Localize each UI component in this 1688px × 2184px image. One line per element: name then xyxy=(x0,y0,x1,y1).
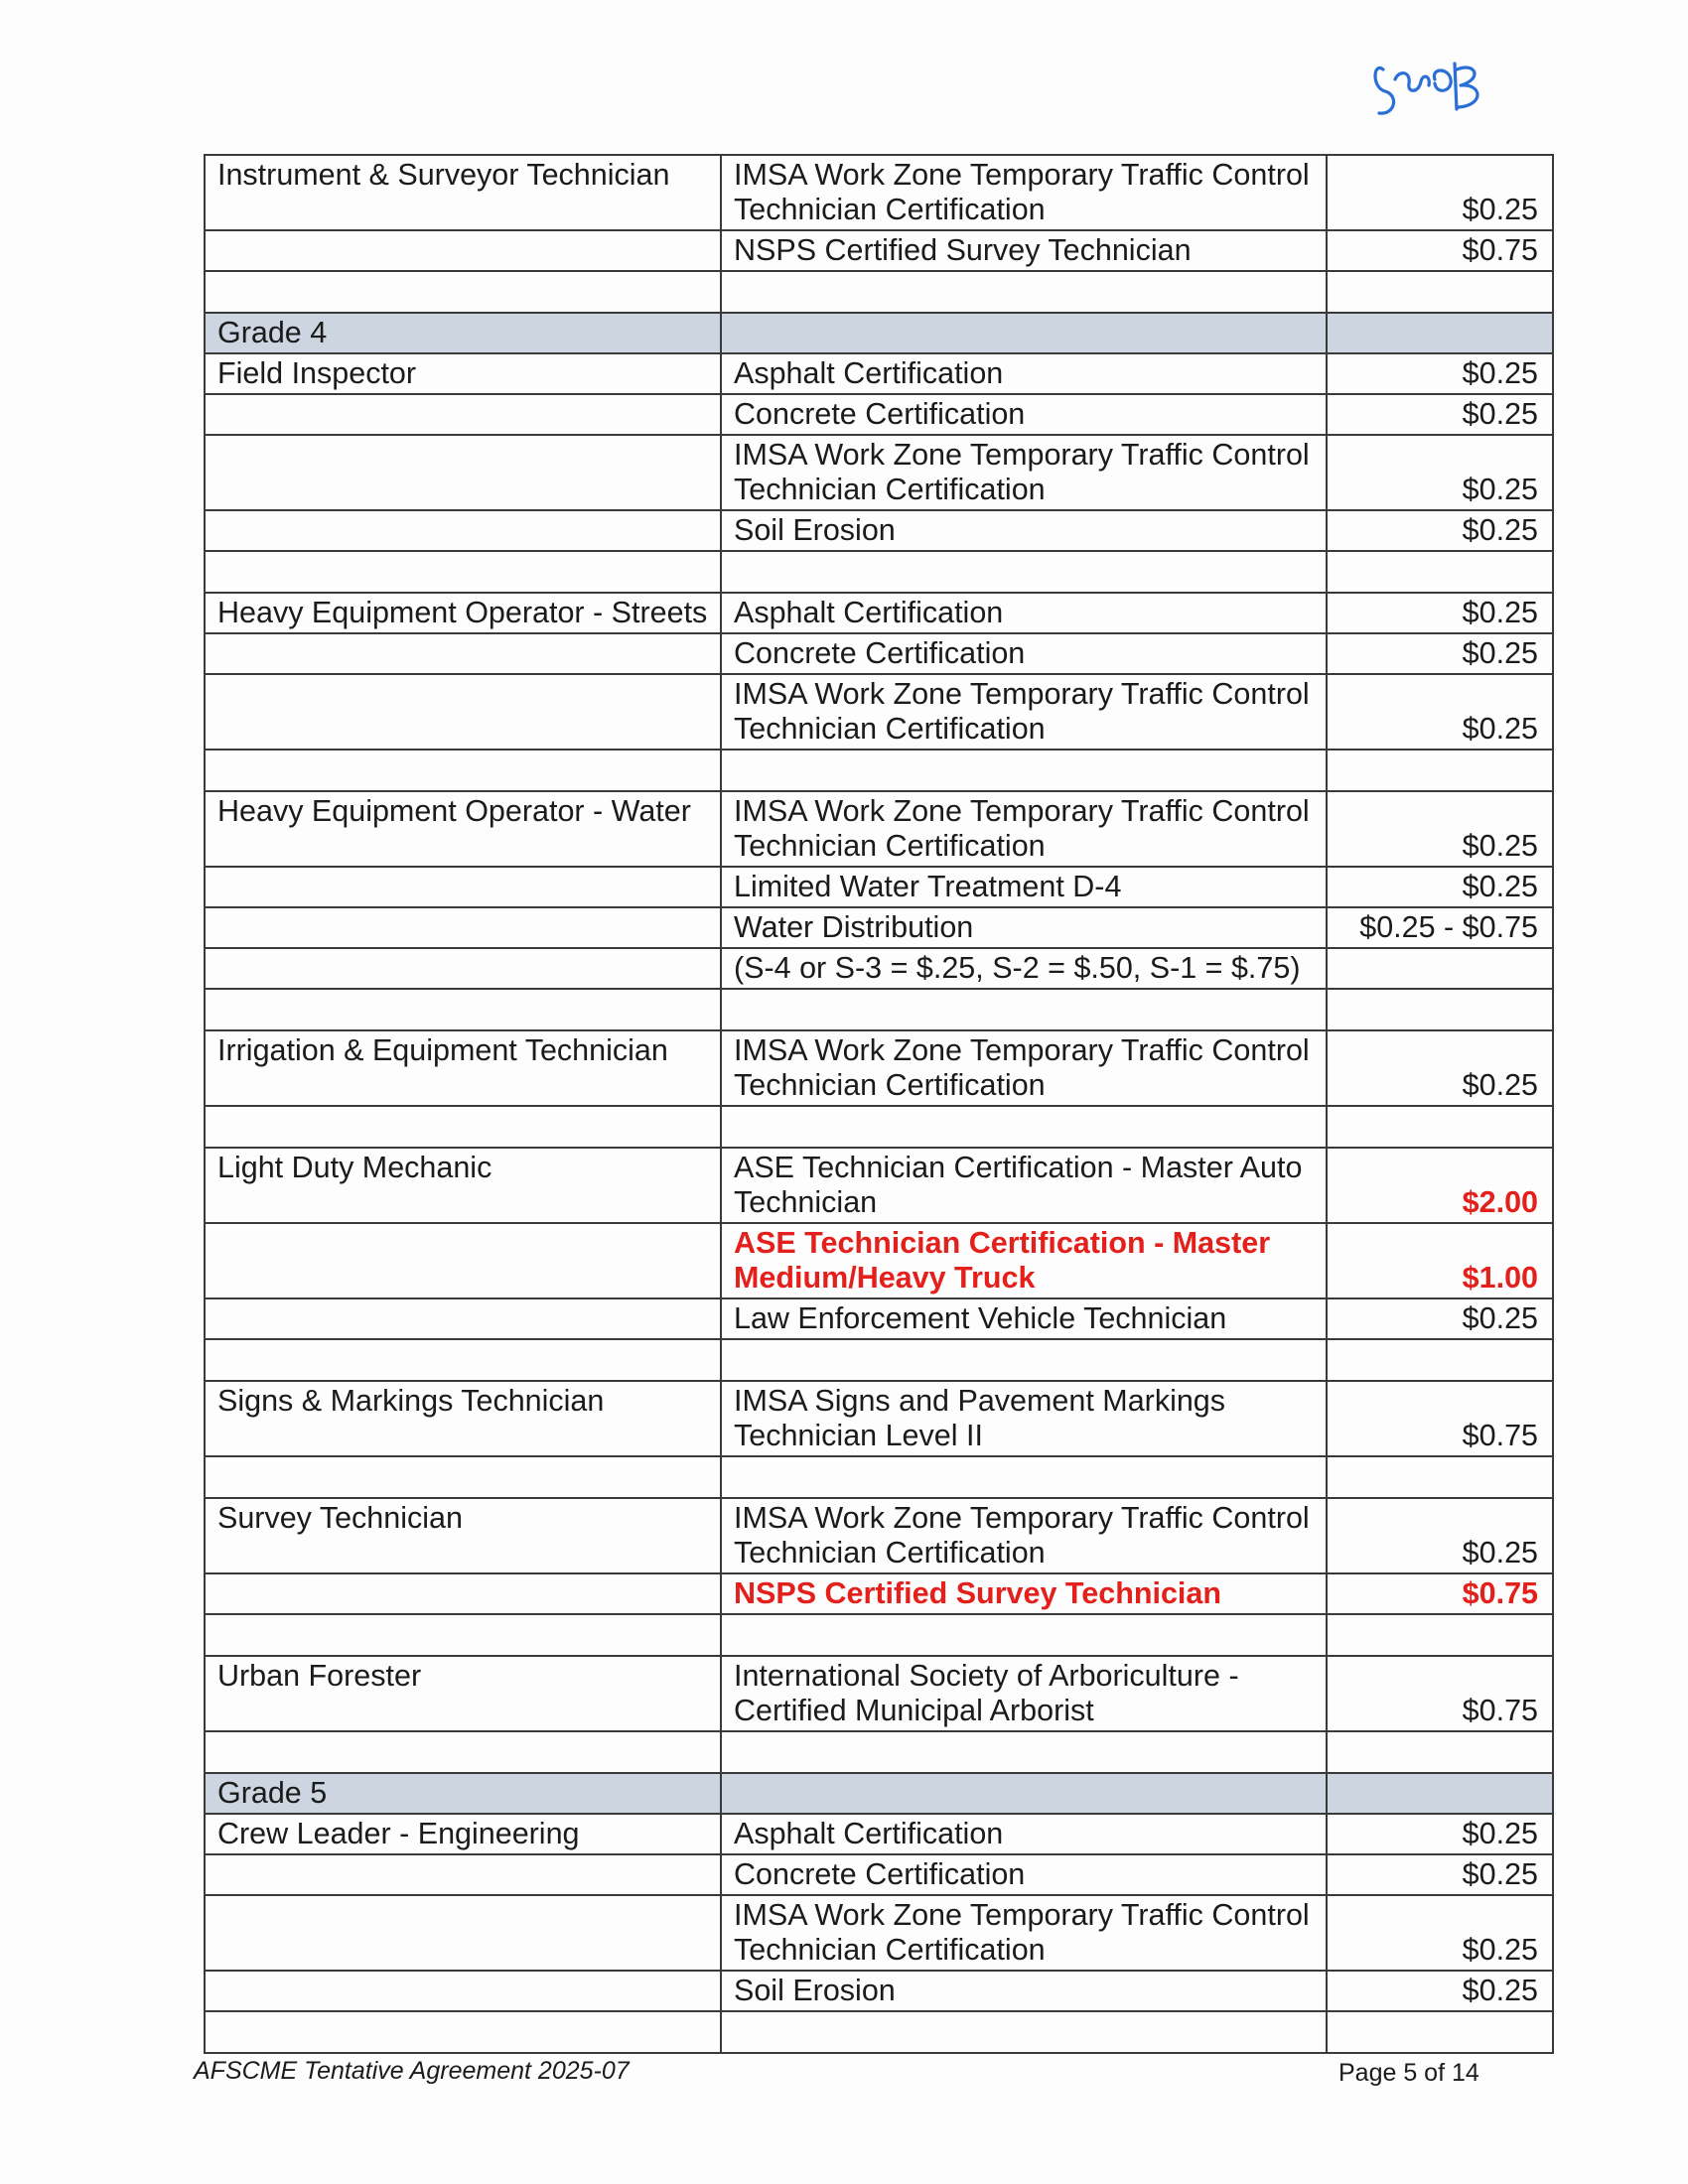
grade-band-cell xyxy=(721,313,1327,353)
pay-amount-cell xyxy=(1327,1456,1553,1498)
job-title-cell xyxy=(205,1971,721,2011)
certification-cell: (S-4 or S-3 = $.25, S-2 = $.50, S-1 = $.75) xyxy=(721,948,1327,989)
grade-label: Grade 4 xyxy=(205,313,721,353)
job-title-cell: Field Inspector xyxy=(205,353,721,394)
pay-amount-cell: $0.75 xyxy=(1327,230,1553,271)
pay-amount-cell: $0.25 xyxy=(1327,435,1553,510)
certification-cell: Limited Water Treatment D-4 xyxy=(721,867,1327,907)
job-title-cell: Light Duty Mechanic xyxy=(205,1148,721,1223)
grade-header-row xyxy=(205,1773,1553,1814)
pay-amount-cell: $0.25 xyxy=(1327,867,1553,907)
certification-cell: ASE Technician Certification - Master Medium/Heavy Truck xyxy=(721,1223,1327,1298)
job-title-cell: Irrigation & Equipment Technician xyxy=(205,1030,721,1106)
certification-cell: IMSA Work Zone Temporary Traffic Control Technician Certification xyxy=(721,435,1327,510)
job-title-cell xyxy=(205,2011,721,2053)
table-row xyxy=(205,633,1553,674)
pay-amount-cell: $0.25 xyxy=(1327,155,1553,230)
job-title-cell xyxy=(205,1731,721,1773)
pay-amount-cell: $0.25 xyxy=(1327,593,1553,633)
table-row xyxy=(205,674,1553,750)
certification-cell xyxy=(721,1731,1327,1773)
certification-cell: Soil Erosion xyxy=(721,1971,1327,2011)
table-row xyxy=(205,1498,1553,1573)
job-title-cell xyxy=(205,1339,721,1381)
job-title-cell: Heavy Equipment Operator - Streets xyxy=(205,593,721,633)
certification-cell: IMSA Work Zone Temporary Traffic Control Technician Certification xyxy=(721,155,1327,230)
table-row xyxy=(205,1656,1553,1731)
job-title-cell xyxy=(205,1573,721,1614)
grade-band-cell xyxy=(1327,1773,1553,1814)
job-title-cell xyxy=(205,989,721,1030)
pay-amount-cell: $1.00 xyxy=(1327,1223,1553,1298)
pay-amount-cell: $0.25 xyxy=(1327,1498,1553,1573)
table-row xyxy=(205,948,1553,989)
pay-amount-cell: $0.25 xyxy=(1327,1895,1553,1971)
table-row xyxy=(205,1854,1553,1895)
table-row xyxy=(205,155,1553,230)
pay-amount-cell: $0.25 xyxy=(1327,1971,1553,2011)
spacer-row xyxy=(205,1339,1553,1381)
job-title-cell xyxy=(205,867,721,907)
pay-amount-cell: $0.25 xyxy=(1327,394,1553,435)
job-title-cell: Urban Forester xyxy=(205,1656,721,1731)
pay-amount-cell: $0.25 xyxy=(1327,791,1553,867)
pay-amount-cell xyxy=(1327,1731,1553,1773)
job-title-cell: Signs & Markings Technician xyxy=(205,1381,721,1456)
table-row xyxy=(205,1971,1553,2011)
grade-band-cell xyxy=(1327,313,1553,353)
certification-cell: IMSA Signs and Pavement Markings Technician Level II xyxy=(721,1381,1327,1456)
spacer-row xyxy=(205,1731,1553,1773)
certification-cell: Law Enforcement Vehicle Technician xyxy=(721,1298,1327,1339)
footer-document-title: AFSCME Tentative Agreement 2025-07 xyxy=(194,2057,630,2085)
certification-cell xyxy=(721,1106,1327,1148)
footer-page-number: Page 5 of 14 xyxy=(1338,2059,1479,2087)
table-row xyxy=(205,435,1553,510)
table-row xyxy=(205,394,1553,435)
job-title-cell xyxy=(205,510,721,551)
certification-pay-table xyxy=(204,154,1554,2054)
certification-cell: ASE Technician Certification - Master Auto Technician xyxy=(721,1148,1327,1223)
job-title-cell: Crew Leader - Engineering xyxy=(205,1814,721,1854)
job-title-cell xyxy=(205,1456,721,1498)
job-title-cell xyxy=(205,907,721,948)
grade-band-cell xyxy=(721,1773,1327,1814)
spacer-row xyxy=(205,2011,1553,2053)
job-title-cell xyxy=(205,551,721,593)
certification-cell: IMSA Work Zone Temporary Traffic Control Technician Certification xyxy=(721,791,1327,867)
pay-amount-cell: $0.25 xyxy=(1327,1814,1553,1854)
table-row xyxy=(205,907,1553,948)
pay-amount-cell: $0.25 xyxy=(1327,1298,1553,1339)
spacer-row xyxy=(205,989,1553,1030)
table-row xyxy=(205,867,1553,907)
table-row xyxy=(205,1223,1553,1298)
table-row xyxy=(205,1573,1553,1614)
certification-cell: Concrete Certification xyxy=(721,633,1327,674)
certification-cell: IMSA Work Zone Temporary Traffic Control Technician Certification xyxy=(721,1030,1327,1106)
certification-cell xyxy=(721,750,1327,791)
table-row xyxy=(205,1298,1553,1339)
job-title-cell xyxy=(205,1223,721,1298)
table-row xyxy=(205,1030,1553,1106)
spacer-row xyxy=(205,1614,1553,1656)
certification-cell: Asphalt Certification xyxy=(721,593,1327,633)
pay-amount-cell: $0.25 xyxy=(1327,1854,1553,1895)
job-title-cell xyxy=(205,674,721,750)
job-title-cell xyxy=(205,394,721,435)
job-title-cell xyxy=(205,435,721,510)
job-title-cell xyxy=(205,1106,721,1148)
job-title-cell xyxy=(205,948,721,989)
certification-cell: Water Distribution xyxy=(721,907,1327,948)
pay-amount-cell xyxy=(1327,948,1553,989)
grade-label: Grade 5 xyxy=(205,1773,721,1814)
job-title-cell xyxy=(205,1854,721,1895)
job-title-cell xyxy=(205,1298,721,1339)
pay-amount-cell: $2.00 xyxy=(1327,1148,1553,1223)
certification-cell xyxy=(721,2011,1327,2053)
job-title-cell xyxy=(205,1895,721,1971)
table-row xyxy=(205,1148,1553,1223)
certification-cell: Soil Erosion xyxy=(721,510,1327,551)
pay-amount-cell xyxy=(1327,1339,1553,1381)
certification-cell xyxy=(721,989,1327,1030)
job-title-cell xyxy=(205,271,721,313)
pay-amount-cell: $0.25 xyxy=(1327,674,1553,750)
certification-cell: IMSA Work Zone Temporary Traffic Control Technician Certification xyxy=(721,1498,1327,1573)
pay-amount-cell: $0.25 xyxy=(1327,1030,1553,1106)
table-row xyxy=(205,791,1553,867)
table-row xyxy=(205,510,1553,551)
certification-cell: Asphalt Certification xyxy=(721,1814,1327,1854)
grade-header-row xyxy=(205,313,1553,353)
table-row xyxy=(205,230,1553,271)
certification-cell xyxy=(721,1614,1327,1656)
certification-cell: International Society of Arboriculture - Certified Municipal Arborist xyxy=(721,1656,1327,1731)
job-title-cell: Instrument & Surveyor Technician xyxy=(205,155,721,230)
table-row xyxy=(205,1814,1553,1854)
pay-amount-cell: $0.25 xyxy=(1327,353,1553,394)
pay-amount-cell xyxy=(1327,1106,1553,1148)
pay-amount-cell xyxy=(1327,1614,1553,1656)
pay-amount-cell: $0.25 - $0.75 xyxy=(1327,907,1553,948)
pay-amount-cell xyxy=(1327,551,1553,593)
handwritten-initials xyxy=(1365,40,1494,129)
job-title-cell: Survey Technician xyxy=(205,1498,721,1573)
certification-cell xyxy=(721,1339,1327,1381)
pay-amount-cell: $0.25 xyxy=(1327,633,1553,674)
spacer-row xyxy=(205,1456,1553,1498)
job-title-cell: Heavy Equipment Operator - Water xyxy=(205,791,721,867)
job-title-cell xyxy=(205,633,721,674)
job-title-cell xyxy=(205,750,721,791)
certification-cell: Asphalt Certification xyxy=(721,353,1327,394)
table-row xyxy=(205,1895,1553,1971)
certification-cell: Concrete Certification xyxy=(721,394,1327,435)
certification-cell: NSPS Certified Survey Technician xyxy=(721,230,1327,271)
table-row xyxy=(205,1381,1553,1456)
certification-cell: IMSA Work Zone Temporary Traffic Control Technician Certification xyxy=(721,674,1327,750)
spacer-row xyxy=(205,271,1553,313)
job-title-cell xyxy=(205,230,721,271)
certification-cell: NSPS Certified Survey Technician xyxy=(721,1573,1327,1614)
pay-amount-cell: $0.25 xyxy=(1327,510,1553,551)
pay-amount-cell xyxy=(1327,989,1553,1030)
pay-amount-cell xyxy=(1327,750,1553,791)
certification-cell: IMSA Work Zone Temporary Traffic Control Technician Certification xyxy=(721,1895,1327,1971)
job-title-cell xyxy=(205,1614,721,1656)
table-row xyxy=(205,593,1553,633)
spacer-row xyxy=(205,551,1553,593)
pay-amount-cell: $0.75 xyxy=(1327,1381,1553,1456)
certification-cell xyxy=(721,1456,1327,1498)
pay-amount-cell xyxy=(1327,271,1553,313)
pay-amount-cell xyxy=(1327,2011,1553,2053)
spacer-row xyxy=(205,750,1553,791)
pay-amount-cell: $0.75 xyxy=(1327,1656,1553,1731)
certification-cell xyxy=(721,271,1327,313)
table-row xyxy=(205,353,1553,394)
certification-cell xyxy=(721,551,1327,593)
spacer-row xyxy=(205,1106,1553,1148)
pay-amount-cell: $0.75 xyxy=(1327,1573,1553,1614)
certification-cell: Concrete Certification xyxy=(721,1854,1327,1895)
